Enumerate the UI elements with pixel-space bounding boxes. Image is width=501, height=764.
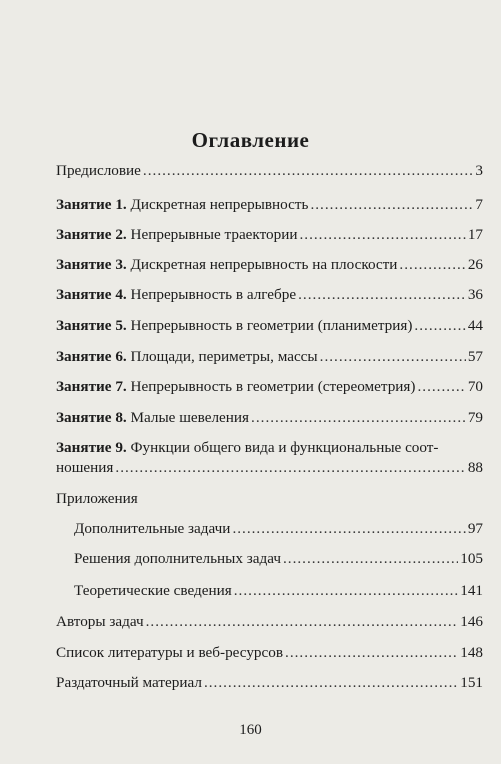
- leader-dots: [298, 286, 466, 304]
- leader-dots: [417, 378, 465, 396]
- toc-entry-authors[interactable]: [56, 613, 483, 631]
- lesson-number: Занятие 1.: [56, 196, 127, 213]
- toc-entry-label: Предисловие: [56, 162, 141, 179]
- toc-entry-literature[interactable]: [56, 644, 483, 662]
- toc-entry-lesson-7[interactable]: [56, 378, 483, 396]
- lesson-title: Непрерывные траектории: [130, 226, 298, 243]
- toc-page-number: 148: [460, 644, 483, 661]
- toc-entry-appendix-solutions[interactable]: [74, 550, 483, 568]
- toc-entry-lesson-9-line-1[interactable]: [56, 439, 439, 457]
- leader-dots: [115, 459, 465, 477]
- toc-page-number: 36: [467, 286, 483, 303]
- toc-page-number: 97: [467, 520, 483, 537]
- page-number: 160: [239, 722, 262, 738]
- toc-entry-lesson-1[interactable]: [56, 196, 483, 214]
- lesson-number: Занятие 9.: [56, 439, 127, 456]
- toc-page-number: 7: [475, 196, 483, 213]
- toc-page-number: 79: [467, 409, 483, 426]
- toc-entry-label: Список литературы и веб-ресурсов: [56, 644, 284, 661]
- lesson-number: Занятие 6.: [56, 348, 127, 365]
- leader-dots: [204, 674, 458, 692]
- toc-entry-preface[interactable]: [56, 162, 483, 180]
- lesson-number: Занятие 7.: [56, 378, 127, 395]
- leader-dots: [399, 256, 465, 274]
- toc-page-number: 3: [475, 162, 483, 179]
- toc-entry-lesson-4[interactable]: [56, 286, 483, 304]
- leader-dots: [285, 644, 458, 662]
- lesson-title: Функции общего вида и функциональные соот-: [130, 439, 439, 456]
- toc-entry-label: Теоретические сведения: [74, 582, 232, 599]
- leader-dots: [310, 196, 473, 214]
- toc-entry-label: Решения дополнительных задач: [74, 550, 281, 567]
- toc-entry-handout[interactable]: [56, 674, 483, 692]
- toc-entry-lesson-9-line-2[interactable]: [56, 459, 483, 477]
- toc-entry-label: Раздаточный материал: [56, 674, 202, 691]
- lesson-title: Непрерывность в геометрии (стереометрия): [130, 378, 416, 395]
- lesson-title: Непрерывность в алгебре: [130, 286, 297, 303]
- lesson-title: Малые шевеления: [130, 409, 250, 426]
- toc-page-number: 44: [467, 317, 483, 334]
- leader-dots: [234, 582, 458, 600]
- leader-dots: [320, 348, 466, 366]
- lesson-title: Дискретная непрерывность: [130, 196, 309, 213]
- toc-entry-appendix-extra-problems[interactable]: [74, 520, 483, 538]
- toc-page-number: 88: [467, 459, 483, 476]
- lesson-number: Занятие 2.: [56, 226, 127, 243]
- toc-entry-lesson-5[interactable]: [56, 317, 483, 335]
- leader-dots: [414, 317, 465, 335]
- show-through-text: [70, 30, 461, 44]
- leader-dots: [283, 550, 458, 568]
- lesson-title-continued: ношения: [56, 459, 114, 476]
- toc-entry-appendix-theory[interactable]: [74, 582, 483, 600]
- toc-page-number: 17: [467, 226, 483, 243]
- lesson-title: Площади, периметры, массы: [130, 348, 318, 365]
- toc-entry-label: Авторы задач: [56, 613, 144, 630]
- leader-dots: [299, 226, 465, 244]
- toc-entry-label: Дополнительные задачи: [74, 520, 231, 537]
- lesson-number: Занятие 3.: [56, 256, 127, 273]
- toc-entry-lesson-3[interactable]: [56, 256, 483, 274]
- toc-entry-lesson-8[interactable]: [56, 409, 483, 427]
- lesson-title: Непрерывность в геометрии (планиметрия): [130, 317, 413, 334]
- toc-page-number: 105: [460, 550, 483, 567]
- toc-page-number: 151: [460, 674, 483, 691]
- leader-dots: [146, 613, 459, 631]
- leader-dots: [232, 520, 465, 538]
- page-title: Оглавление: [191, 128, 310, 152]
- toc-page-number: 26: [467, 256, 483, 273]
- lesson-number: Занятие 4.: [56, 286, 127, 303]
- lesson-number: Занятие 8.: [56, 409, 127, 426]
- leader-dots: [251, 409, 466, 427]
- lesson-number: Занятие 5.: [56, 317, 127, 334]
- toc-page-number: 146: [460, 613, 483, 630]
- toc-page-number: 57: [467, 348, 483, 365]
- toc-entry-lesson-2[interactable]: [56, 226, 483, 244]
- lesson-title: Дискретная непрерывность на плоскости: [130, 256, 398, 273]
- toc-page-number: 70: [467, 378, 483, 395]
- toc-page-number: 141: [460, 582, 483, 599]
- leader-dots: [143, 162, 473, 180]
- toc-appendix-heading: Приложения: [56, 490, 138, 507]
- toc-entry-lesson-6[interactable]: [56, 348, 483, 366]
